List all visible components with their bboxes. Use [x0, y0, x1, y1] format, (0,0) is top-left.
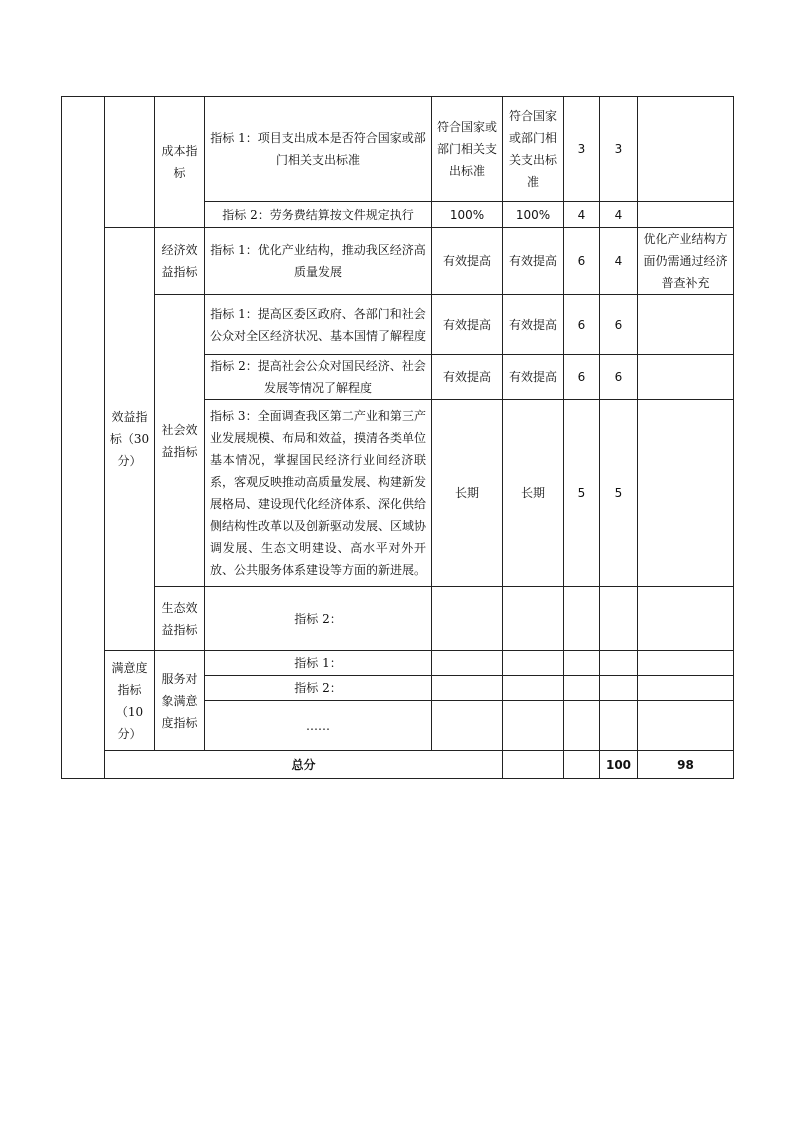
- indicator-cell: ……: [205, 701, 432, 751]
- note-cell: [638, 676, 734, 701]
- satisfaction-indicator-label: 满意度指标（10分）: [105, 651, 155, 751]
- actual-value-cell: [503, 676, 564, 701]
- weight-cell: 5: [564, 400, 600, 587]
- weight-cell: 6: [564, 295, 600, 355]
- performance-table: [61, 96, 734, 779]
- target-value-cell: 有效提高: [432, 295, 503, 355]
- score-cell: 3: [600, 97, 638, 202]
- weight-cell: [564, 676, 600, 701]
- indicator-cell: 指标 2：: [205, 587, 432, 651]
- target-value-cell: [432, 676, 503, 701]
- note-cell: [638, 202, 734, 228]
- benefit-indicator-label: 效益指标（30分）: [105, 228, 155, 651]
- cost-indicator-label: 成本指标: [155, 97, 205, 228]
- note-cell: [638, 295, 734, 355]
- score-cell: [600, 676, 638, 701]
- indicator-cell: 指标 1：项目支出成本是否符合国家或部门相关支出标准: [205, 97, 432, 202]
- note-cell: [638, 587, 734, 651]
- economic-benefit-label: 经济效益指标: [155, 228, 205, 295]
- target-value-cell: 符合国家或部门相关支出标准: [432, 97, 503, 202]
- total-row: [62, 751, 734, 779]
- actual-value-cell: 有效提高: [503, 295, 564, 355]
- indicator-cell: 指标 1：优化产业结构，推动我区经济高质量发展: [205, 228, 432, 295]
- score-cell: 6: [600, 295, 638, 355]
- indicator-cell: 指标 2：: [205, 676, 432, 701]
- target-value-cell: [432, 587, 503, 651]
- score-cell: [600, 587, 638, 651]
- actual-value-cell: 有效提高: [503, 228, 564, 295]
- actual-value-cell: [503, 651, 564, 676]
- target-value-cell: 有效提高: [432, 228, 503, 295]
- weight-cell: 6: [564, 228, 600, 295]
- note-cell: [638, 651, 734, 676]
- actual-value-cell: 100%: [503, 202, 564, 228]
- weight-cell: 4: [564, 202, 600, 228]
- note-cell: [638, 355, 734, 400]
- indicator-cell: 指标 2：提高社会公众对国民经济、社会发展等情况了解程度: [205, 355, 432, 400]
- actual-value-cell: 有效提高: [503, 355, 564, 400]
- weight-cell: 3: [564, 97, 600, 202]
- target-value-cell: 有效提高: [432, 355, 503, 400]
- table-row: [62, 228, 734, 295]
- table-row: [62, 97, 734, 202]
- indicator-cell: 指标 1：提高区委区政府、各部门和社会公众对全区经济状况、基本国情了解程度: [205, 295, 432, 355]
- target-value-cell: 100%: [432, 202, 503, 228]
- actual-value-cell: [503, 701, 564, 751]
- note-cell: [638, 400, 734, 587]
- actual-value-cell: [564, 751, 600, 779]
- score-cell: [600, 651, 638, 676]
- total-score-cell: 98: [638, 751, 734, 779]
- score-cell: 5: [600, 400, 638, 587]
- indicator-cell: 指标 1：: [205, 651, 432, 676]
- target-value-cell: 长期: [432, 400, 503, 587]
- table-row: [62, 587, 734, 651]
- level2-cell: [105, 97, 155, 228]
- weight-cell: 6: [564, 355, 600, 400]
- level1-cell: [62, 97, 105, 779]
- note-cell: [638, 701, 734, 751]
- score-cell: 4: [600, 202, 638, 228]
- target-value-cell: [432, 651, 503, 676]
- actual-value-cell: 符合国家或部门相关支出标准: [503, 97, 564, 202]
- indicator-cell: 指标 2：劳务费结算按文件规定执行: [205, 202, 432, 228]
- target-value-cell: [432, 701, 503, 751]
- indicator-cell: 指标 3：全面调查我区第二产业和第三产业发展规模、布局和效益，摸清各类单位基本情况，掌握国民经济行业间经济联系，客观反映推动高质量发展、构建新发展格局、建设现代化经济体系、深化供给侧结构性改革以及创新驱动发展、区域协调发展、生态文明建设、高水平对外开放、公共服务体系建设等方面的新进展。: [205, 400, 432, 587]
- actual-value-cell: 长期: [503, 400, 564, 587]
- table-row: [62, 651, 734, 676]
- weight-cell: [564, 587, 600, 651]
- score-cell: 4: [600, 228, 638, 295]
- actual-value-cell: [503, 587, 564, 651]
- note-cell: [638, 97, 734, 202]
- total-weight-cell: 100: [600, 751, 638, 779]
- social-benefit-label: 社会效益指标: [155, 295, 205, 587]
- total-label: 总分: [105, 751, 503, 779]
- score-cell: [600, 701, 638, 751]
- service-satisfaction-label: 服务对象满意度指标: [155, 651, 205, 751]
- target-value-cell: [503, 751, 564, 779]
- table-row: [62, 295, 734, 355]
- ecological-benefit-label: 生态效益指标: [155, 587, 205, 651]
- weight-cell: [564, 651, 600, 676]
- score-cell: 6: [600, 355, 638, 400]
- weight-cell: [564, 701, 600, 751]
- note-cell: 优化产业结构方面仍需通过经济普查补充: [638, 228, 734, 295]
